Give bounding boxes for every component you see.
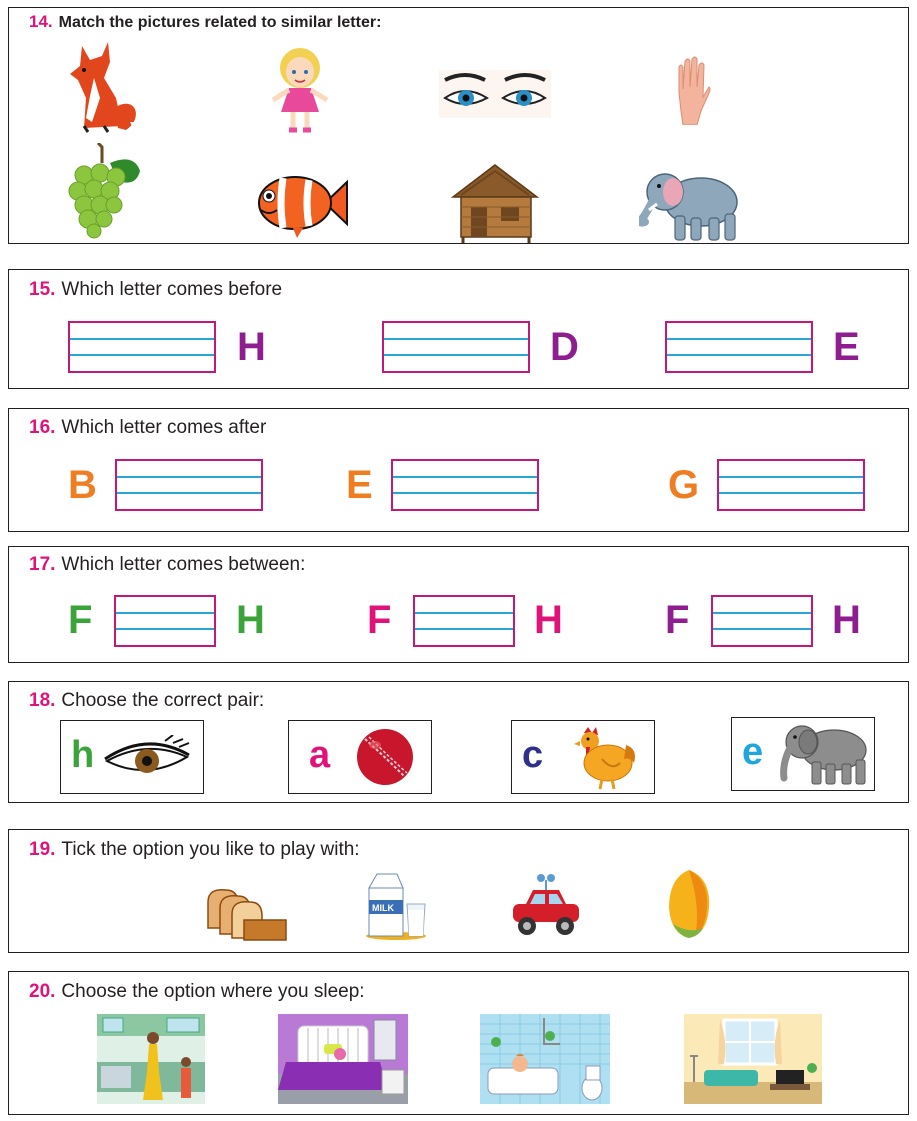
- letter-before-box-2: E: [346, 463, 373, 507]
- pair-option-3[interactable]: [511, 720, 655, 794]
- question-title: [29, 839, 360, 861]
- question-number: 19.: [29, 839, 56, 860]
- pair-letter: h: [71, 734, 95, 776]
- answer-box-1[interactable]: [114, 595, 216, 647]
- question-number: 18.: [29, 690, 56, 711]
- letter-before-box-3: G: [668, 463, 700, 507]
- letter-after-box-1: H: [237, 325, 266, 369]
- grapes-picture[interactable]: [64, 143, 144, 239]
- question-title: [29, 690, 264, 712]
- answer-box-2[interactable]: [391, 459, 539, 511]
- question-text: Choose the correct pair:: [61, 690, 265, 711]
- pair-option-4[interactable]: [731, 717, 875, 791]
- question-number: 20.: [29, 981, 56, 1002]
- answer-box-1[interactable]: [68, 321, 216, 373]
- elephant-icon: [778, 720, 872, 788]
- girl-picture[interactable]: [267, 46, 333, 138]
- eyes-picture[interactable]: [439, 70, 551, 118]
- question-number: 16.: [29, 417, 56, 438]
- question-19: [8, 829, 909, 953]
- letter-after-box-3: E: [833, 325, 860, 369]
- pair-letter: c: [522, 734, 544, 776]
- question-title: [29, 12, 381, 32]
- question-number: 15.: [29, 279, 56, 300]
- bread-option[interactable]: [204, 882, 288, 942]
- hand-picture[interactable]: [671, 53, 711, 125]
- letter-after-box-2: D: [550, 325, 579, 369]
- question-text: Which letter comes after: [61, 417, 267, 438]
- question-18: [8, 681, 909, 803]
- question-number: 17.: [29, 554, 56, 575]
- left-letter-2: F: [367, 598, 392, 642]
- fish-picture[interactable]: [253, 168, 349, 238]
- bathroom-option[interactable]: [480, 1014, 610, 1104]
- question-title: [29, 279, 282, 301]
- bedroom-option[interactable]: [278, 1014, 408, 1104]
- living-room-option[interactable]: [684, 1014, 822, 1104]
- svg-text:MILK: MILK: [372, 903, 394, 913]
- kitchen-option[interactable]: [97, 1014, 205, 1104]
- eye-icon: [103, 735, 193, 781]
- question-title: [29, 554, 305, 576]
- left-letter-3: F: [665, 598, 690, 642]
- question-20: [8, 971, 909, 1115]
- question-text: Tick the option you like to play with:: [61, 839, 360, 860]
- left-letter-1: F: [68, 598, 93, 642]
- question-title: [29, 417, 266, 439]
- question-text: Choose the option where you sleep:: [61, 981, 365, 1002]
- milk-option[interactable]: [363, 870, 429, 942]
- question-text: Match the pictures related to similar letter:: [58, 14, 382, 31]
- pair-option-2[interactable]: [288, 720, 432, 794]
- question-title: [29, 981, 365, 1003]
- answer-box-3[interactable]: [717, 459, 865, 511]
- hen-icon: [574, 725, 640, 791]
- right-letter-1: H: [236, 598, 265, 642]
- letter-before-box-1: B: [68, 463, 97, 507]
- answer-box-3[interactable]: [665, 321, 813, 373]
- question-number: 14.: [29, 12, 53, 31]
- mango-option[interactable]: [665, 868, 713, 940]
- question-text: Which letter comes before: [61, 279, 283, 300]
- ball-icon: [355, 727, 415, 787]
- pair-letter: e: [742, 731, 764, 773]
- question-14: [8, 7, 909, 244]
- answer-box-2[interactable]: [382, 321, 530, 373]
- toy-car-option[interactable]: [509, 872, 583, 938]
- right-letter-3: H: [832, 598, 861, 642]
- pair-letter: a: [309, 734, 331, 776]
- answer-box-2[interactable]: [413, 595, 515, 647]
- question-16: [8, 408, 909, 532]
- answer-box-1[interactable]: [115, 459, 263, 511]
- question-17: [8, 546, 909, 663]
- right-letter-2: H: [534, 598, 563, 642]
- answer-box-3[interactable]: [711, 595, 813, 647]
- hut-picture[interactable]: [449, 163, 541, 243]
- fox-picture[interactable]: [64, 38, 144, 134]
- question-15: [8, 269, 909, 389]
- pair-option-1[interactable]: [60, 720, 204, 794]
- question-text: Which letter comes between:: [61, 554, 306, 575]
- elephant-picture[interactable]: [639, 166, 743, 244]
